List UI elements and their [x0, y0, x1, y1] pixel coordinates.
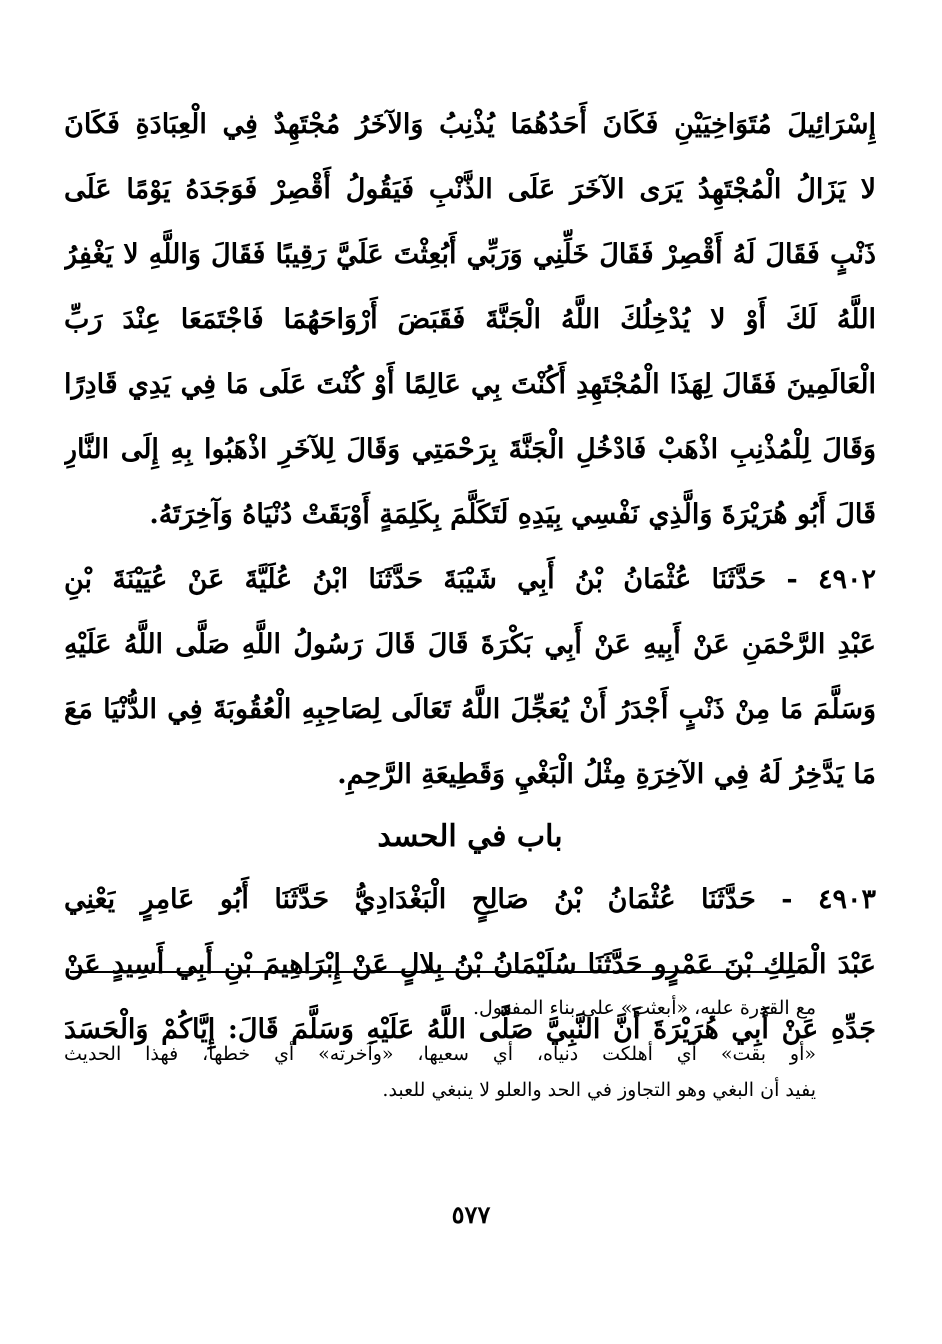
- text-line: قَالَ أَبُو هُرَيْرَةَ وَالَّذِي نَفْسِي بِيَدِهِ لَتَكَلَّمَ بِكَلِمَةٍ أَوْبَقَتْ دُنْيَاهُ وَآخِرَتَهُ.: [149, 499, 876, 530]
- hadith-4903-line: ٤٩٠٣ - حَدَّثَنَا عُثْمَانُ بْنُ صَالِحٍ الْبَغْدَادِيُّ حَدَّثَنَا أَبُو عَامِرٍ يَعْنِي: [64, 884, 876, 915]
- text-line: وَقَالَ لِلْمُذْنِبِ اذْهَبْ فَادْخُلِ الْجَنَّةَ بِرَحْمَتِي وَقَالَ لِلآخَرِ اذْهَبُوا بِهِ إِلَى النَّارِ: [64, 434, 876, 465]
- footnote-line: مع القدرة عليه، «أبعثت» على بناء المفعول.: [472, 997, 816, 1019]
- footnotes: [64, 990, 816, 1108]
- text-line: الْعَالَمِينَ فَقَالَ لِهَذَا الْمُجْتَهِدِ أَكُنْتَ بِي عَالِمًا أَوْ كُنْتَ عَلَى مَا فِي يَدِي قَادِرًا: [64, 369, 876, 400]
- page-number: ٥٧٧: [451, 1200, 491, 1229]
- footnote-line: «أو بقت» أي أهلكت دنياه، أي سعيها، «وآخرته» أي خطها، فهذا الحديث: [64, 1043, 816, 1065]
- footnote-divider: [70, 971, 815, 973]
- text-line: اللَّهُ لَكَ أَوْ لا يُدْخِلُكَ اللَّهُ الْجَنَّةَ فَقَبَضَ أَرْوَاحَهُمَا فَاجْتَمَعَا عِنْدَ رَبِّ: [64, 304, 876, 335]
- text-line: وَسَلَّمَ مَا مِنْ ذَنْبٍ أَجْدَرُ أَنْ يُعَجِّلَ اللَّهُ تَعَالَى لِصَاحِبِهِ الْعُقُوبَةَ فِي الدُّنْيَا مَعَ: [64, 694, 876, 725]
- text-line: لا يَزَالُ الْمُجْتَهِدُ يَرَى الآخَرَ عَلَى الذَّنْبِ فَيَقُولُ أَقْصِرْ فَوَجَدَهُ يَوْمًا عَلَى: [64, 174, 876, 205]
- text-line: عَبْدِ الرَّحْمَنِ عَنْ أَبِيهِ عَنْ أَبِي بَكْرَةَ قَالَ قَالَ رَسُولُ اللَّهِ صَلَّى اللَّهُ عَلَيْهِ: [64, 629, 876, 660]
- footnote-gap: [64, 1026, 816, 1036]
- text-line: جَدِّهِ عَنْ أَبِي هُرَيْرَةَ أَنَّ النَّبِيَّ صَلَّى اللَّهُ عَلَيْهِ وَسَلَّمَ قَالَ: إِيَّاكُمْ وَالْحَسَدَ: [64, 1014, 876, 1045]
- footnote-line: يفيد أن البغي وهو التجاوز في الحد والعلو لا ينبغي للعبد.: [382, 1079, 816, 1101]
- hadith-text-body: [64, 92, 876, 1062]
- text-line: ذَنْبٍ فَقَالَ لَهُ أَقْصِرْ فَقَالَ خَلِّنِي وَرَبِّي أَبُعِثْتَ عَلَيَّ رَقِيبًا فَقَالَ وَاللَّهِ لا يَغْفِرُ: [64, 239, 876, 270]
- text-line: إِسْرَائِيلَ مُتَوَاخِيَيْنِ فَكَانَ أَحَدُهُمَا يُذْنِبُ وَالآخَرُ مُجْتَهِدٌ فِي الْعِبَادَةِ فَكَانَ: [64, 109, 876, 140]
- text-line: عَبْدَ الْمَلِكِ بْنَ عَمْرٍو حَدَّثَنَا سُلَيْمَانُ بْنُ بِلالٍ عَنْ إِبْرَاهِيمَ بْنِ أَبِي أَسِيدٍ عَنْ: [64, 949, 876, 980]
- text-line: مَا يَدَّخِرُ لَهُ فِي الآخِرَةِ مِثْلُ الْبَغْيِ وَقَطِيعَةِ الرَّحِمِ.: [337, 759, 876, 790]
- hadith-4902-line: ٤٩٠٢ - حَدَّثَنَا عُثْمَانُ بْنُ أَبِي شَيْبَةَ حَدَّثَنَا ابْنُ عُلَيَّةَ عَنْ عُيَيْنَةَ بْنِ: [64, 564, 876, 595]
- chapter-heading: باب في الحسد: [377, 819, 563, 854]
